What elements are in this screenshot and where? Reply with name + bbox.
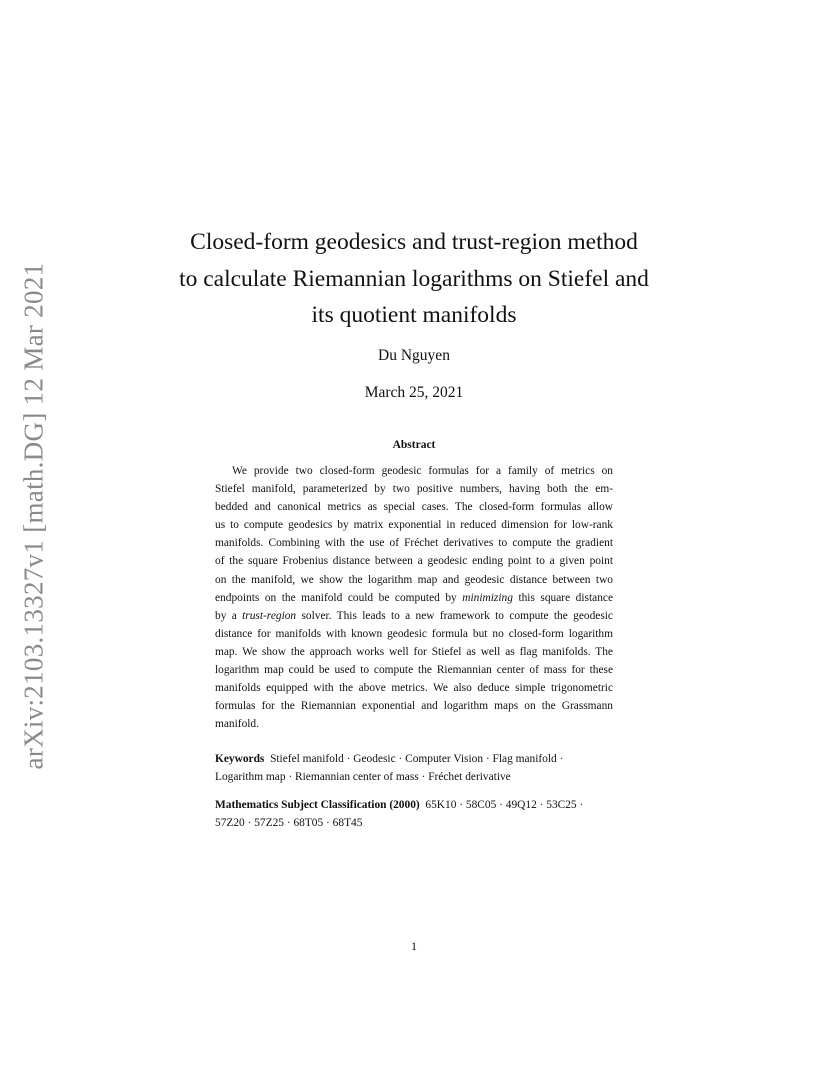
abstract-text: endpoints on the manifold could be computed by xyxy=(215,591,463,604)
abstract-line: map. We show the approach works well for Stiefel as well as flag manifolds. The xyxy=(215,645,613,658)
paper-title xyxy=(150,224,678,334)
msc-section xyxy=(215,796,613,832)
abstract-line: We provide two closed-form geodesic formulas for a family of metrics on xyxy=(232,465,613,477)
abstract-heading: Abstract xyxy=(392,439,436,451)
abstract-line: manifold. xyxy=(215,718,259,731)
abstract-line: distance for manifolds with known geodesic formula but no closed-form logarithm xyxy=(215,627,613,640)
publication-date: March 25, 2021 xyxy=(364,384,464,401)
abstract-body xyxy=(215,462,613,733)
abstract-line: on the manifold, we show the logarithm map and geodesic distance between two xyxy=(215,573,613,586)
abstract-line: manifolds equipped with the above metrics. We also deduce simple trigonometric xyxy=(215,682,613,695)
keywords-line-1 xyxy=(215,750,613,768)
author-name: Du Nguyen xyxy=(378,347,450,364)
keywords-label: Keywords xyxy=(215,753,265,765)
abstract-line: us to compute geodesics by matrix exponential in reduced dimension for low-rank xyxy=(215,519,613,532)
page-number: 1 xyxy=(411,939,417,953)
arxiv-identifier-text: arXiv:2103.13327v1 [math.DG] 12 Mar 2021 xyxy=(18,262,49,770)
abstract-line xyxy=(215,607,613,625)
abstract-emphasis: minimizing xyxy=(462,591,513,604)
msc-line-1 xyxy=(215,796,613,814)
keywords-line-2: Logarithm map · Riemannian center of mass · Fréchet derivative xyxy=(215,771,511,784)
title-line-1: Closed-form geodesics and trust-region method xyxy=(190,229,638,255)
abstract-line xyxy=(215,589,613,607)
msc-codes: 65K10 · 58C05 · 49Q12 · 53C25 · xyxy=(425,799,584,811)
abstract-text: by a xyxy=(215,609,243,622)
abstract-line: of the square Frobenius distance between a geodesic ending point to a given point xyxy=(215,555,613,568)
abstract-line: bedded and canonical metrics as special cases. The closed-form formulas allow xyxy=(215,501,613,514)
keywords-section xyxy=(215,750,613,786)
abstract-line: manifolds. Combining with the use of Fréchet derivatives to compute the gradient xyxy=(215,537,613,550)
msc-line-2: 57Z20 · 57Z25 · 68T05 · 68T45 xyxy=(215,817,363,830)
keywords-text: Stiefel manifold · Geodesic · Computer Vision · Flag manifold · xyxy=(270,753,564,765)
abstract-line: logarithm map could be used to compute the Riemannian center of mass for these xyxy=(215,664,613,677)
abstract-text: solver. This leads to a new framework to compute the geodesic xyxy=(296,609,613,622)
title-line-2: to calculate Riemannian logarithms on Stiefel and xyxy=(179,265,649,292)
abstract-emphasis: trust-region xyxy=(242,609,297,622)
abstract-line: Stiefel manifold, parameterized by two positive numbers, having both the em- xyxy=(215,483,613,496)
title-line-3: its quotient manifolds xyxy=(311,302,517,328)
msc-label: Mathematics Subject Classification (2000) xyxy=(215,799,420,811)
abstract-text: this square distance xyxy=(512,591,613,604)
abstract-line: formulas for the Riemannian exponential and logarithm maps on the Grassmann xyxy=(215,700,613,713)
